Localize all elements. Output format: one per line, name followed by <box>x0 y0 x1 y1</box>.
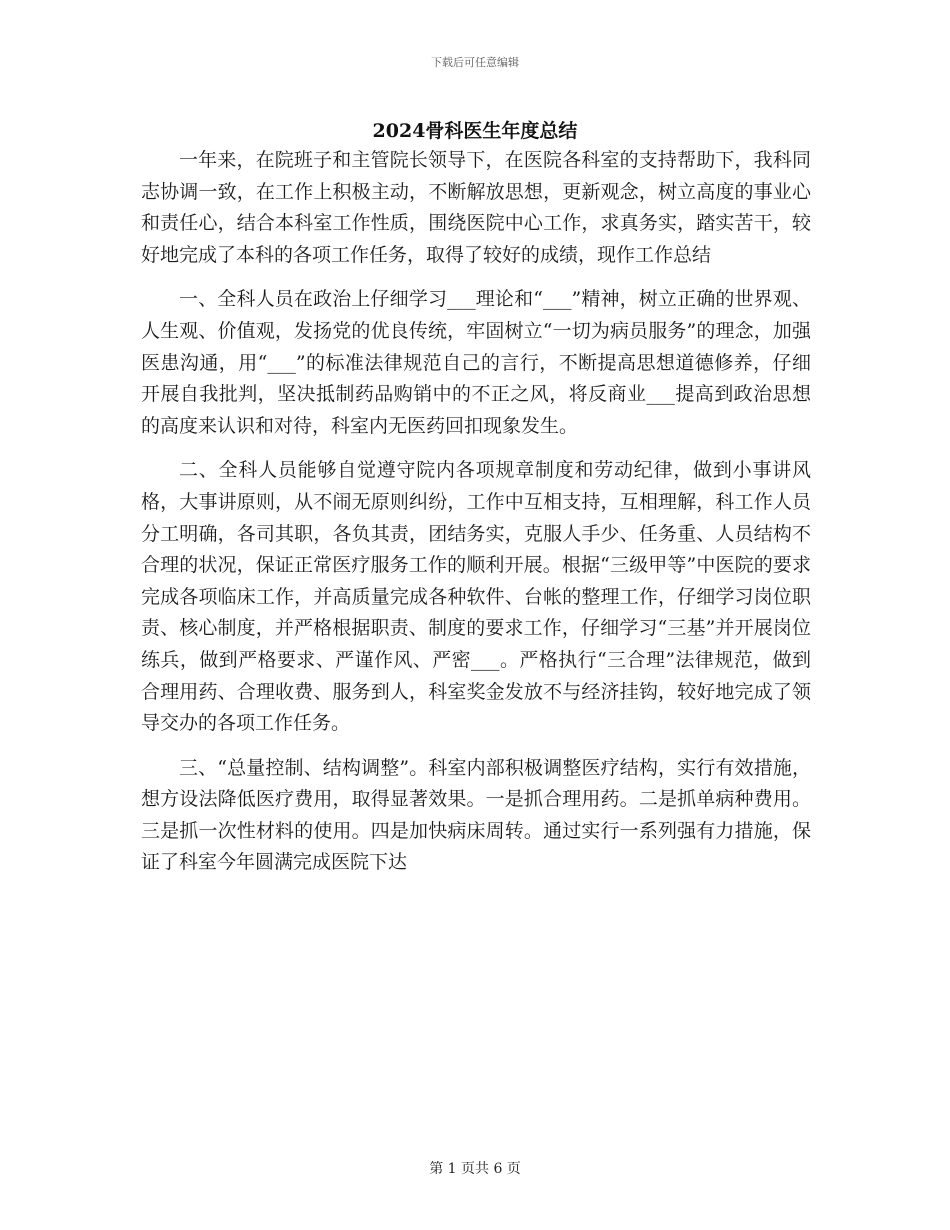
page-number: 第 1 页共 6 页 <box>429 1161 521 1177</box>
header-note: 下载后可任意编辑 <box>431 56 519 69</box>
document-title: 2024骨科医生年度总结 <box>372 120 578 142</box>
document-body <box>141 145 811 879</box>
paragraph-intro: 一年来，在院班子和主管院长领导下，在医院各科室的支持帮助下，我科同志协调一致，在工作上积极主动，不断解放思想，更新观念，树立高度的事业心和责任心，结合本科室工作性质，围绕医院中心工作，求真务实，踏实苦干，较好地完成了本科的各项工作任务，取得了较好的成绩，现作工作总结 <box>141 149 811 266</box>
paragraph-section-2: 二、全科人员能够自觉遵守院内各项规章制度和劳动纪律，做到小事讲风格，大事讲原则，从不闹无原则纠纷，工作中互相支持，互相理解，科工作人员分工明确，各司其职，各负其责，团结务实，克服人手少、任务重、人员结构不合理的状况，保证正常医疗服务工作的顺利开展。根据“三级甲等”中医院的要求完成各项临床工作，并高质量完成各种软件、台帐的整理工作，仔细学习岗位职责、核心制度，并严格根据职责、制度的要求工作，仔细学习“三基”并开展岗位练兵，做到严格要求、严谨作风、严密___。严格执行“三合理”法律规范，做到合理用药、合理收费、服务到人，科室奖金发放不与经济挂钩，较好地完成了领导交办的各项工作任务。 <box>141 459 811 735</box>
paragraph-section-3: 三、“总量控制、结构调整”。科室内部积极调整医疗结构，实行有效措施，想方设法降低医疗费用，取得显著效果。一是抓合理用药。二是抓单病种费用。三是抓一次性材料的使用。四是加快病床周转。通过实行一系列强有力措施，保证了科室今年圆满完成医院下达 <box>141 756 811 874</box>
paragraph-section-1: 一、全科人员在政治上仔细学习___理论和“___”精神，树立正确的世界观、人生观、价值观，发扬党的优良传统，牢固树立“一切为病员服务”的理念，加强医患沟通，用“___”的标准法律规范自己的言行，不断提高思想道德修养，仔细开展自我批判，坚决抵制药品购销中的不正之风，将反商业___提高到政治思想的高度来认识和对待，科室内无医药回扣现象发生。 <box>141 288 811 437</box>
